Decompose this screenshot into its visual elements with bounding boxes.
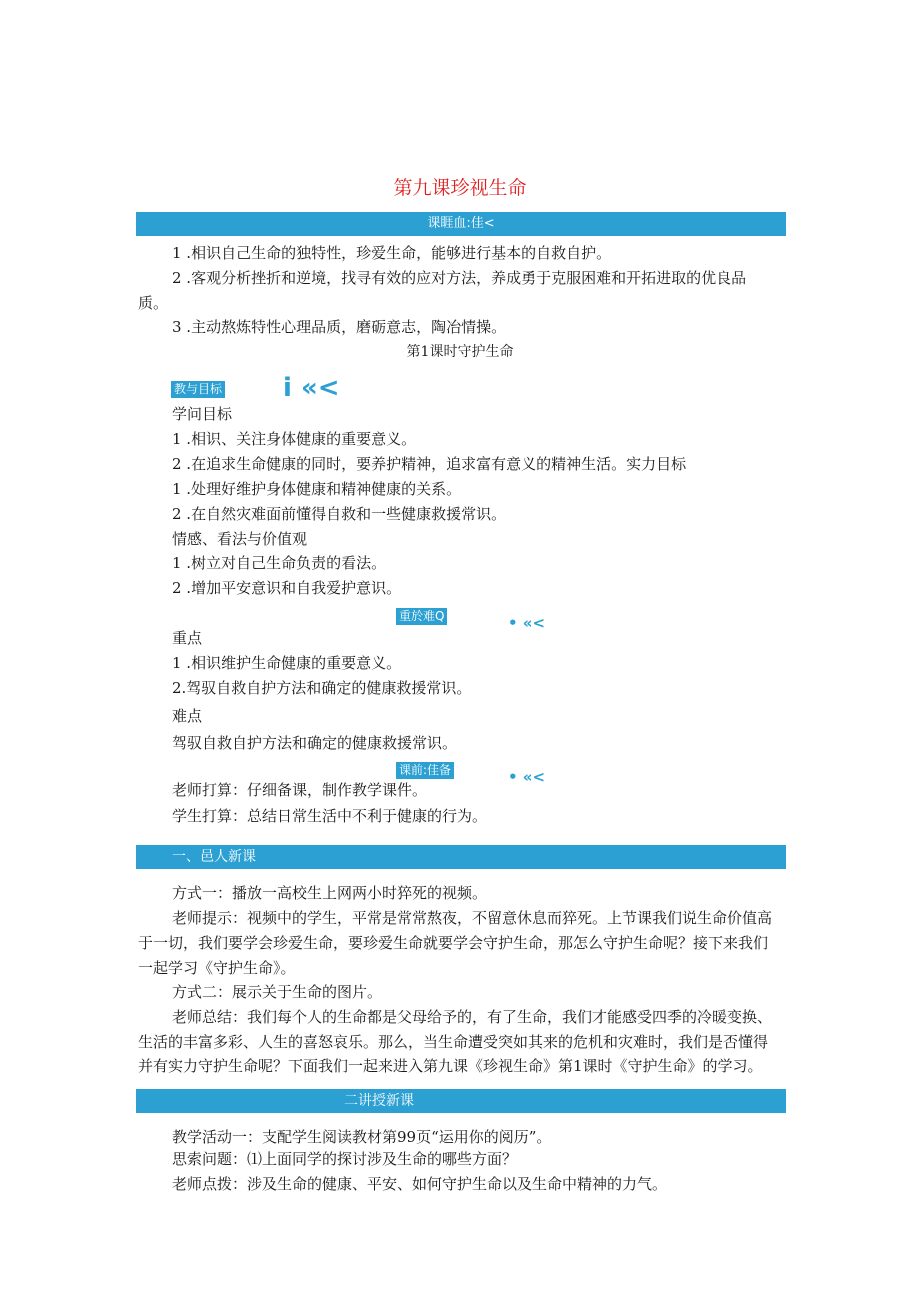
- goal-item: 3 .主动熬炼特性心理品质，磨砺意志，陶冶情操。: [172, 318, 507, 336]
- prep-decoration: • «<: [508, 768, 546, 786]
- objectives-decoration: i «<: [283, 373, 340, 403]
- goal-item: 2 .客观分析挫折和逆境，找寻有效的应对方法，养成勇于克服困难和开拓进取的优良品: [172, 269, 747, 287]
- prep-line: 老师打算：仔细备课，制作教学课件。: [172, 781, 428, 799]
- page-title: 第九课珍视生命: [393, 177, 527, 199]
- intro-paragraph-line: 方式二：展示关于生命的图片。: [172, 983, 383, 1001]
- intro-paragraph-line: 老师总结：我们每个人的生命都是父母给予的，有了生命，我们才能感受四季的冷暖变换、: [172, 1008, 773, 1026]
- objective-line: 1 .处理好维护身体健康和精神健康的关系。: [172, 480, 462, 498]
- keypoints-tag: 重於难Q: [396, 608, 447, 625]
- keypoint-line: 难点: [172, 707, 203, 725]
- intro-paragraph-line: 生活的丰富多彩、人生的喜怒哀乐。那么，当生命遭受突如其来的危机和灾难时，我们是否懂得: [138, 1033, 769, 1051]
- objective-line: 情感、看法与价值观: [172, 530, 308, 548]
- keypoint-line: 2.驾驭自救自护方法和确定的健康救援常识。: [172, 679, 472, 697]
- teaching-line: 教学活动一：支配学生阅读教材第99页“运用你的阅历”。: [172, 1128, 552, 1146]
- objective-line: 2 .在自然灾难面前懂得自救和一些健康救援常识。: [172, 505, 507, 523]
- intro-paragraph-line: 方式一：播放一高校生上网两小时猝死的视频。: [172, 884, 488, 902]
- prep-line: 学生打算：总结日常生活中不利于健康的行为。: [172, 807, 488, 825]
- intro-paragraph-line: 老师提示：视频中的学生，平常是常常熬夜，不留意休息而猝死。上节课我们说生命价值高: [172, 909, 773, 927]
- section-teaching-bar: 二讲授新课: [136, 1089, 786, 1113]
- goals-header-bar: 课睚血:佳<: [136, 212, 786, 236]
- goal-item: 1 .相识自己生命的独特性，珍爱生命，能够进行基本的自救自护。: [172, 244, 612, 262]
- lesson-title: 第1课时守护生命: [406, 344, 514, 360]
- keypoint-line: 驾驭自救自护方法和确定的健康救援常识。: [172, 734, 458, 752]
- intro-paragraph-line: 并有实力守护生命呢？下面我们一起来进入第九课《珍视生命》第1课时《守护生命》的学习。: [138, 1057, 763, 1075]
- prep-tag: 课前:佳备: [396, 762, 454, 779]
- objective-line: 2 .在追求生命健康的同时，要养护精神，追求富有意义的精神生活。实力目标: [172, 455, 687, 473]
- objectives-tag: 教与目标: [171, 381, 225, 398]
- objective-line: 2 .增加平安意识和自我爱护意识。: [172, 579, 402, 597]
- intro-paragraph-line: 一起学习《守护生命》。: [138, 959, 296, 977]
- teaching-line: 老师点拨：涉及生命的健康、平安、如何守护生命以及生命中精神的力气。: [172, 1175, 668, 1193]
- keypoint-line: 1 .相识维护生命健康的重要意义。: [172, 654, 402, 672]
- goal-item: 质。: [138, 294, 169, 312]
- teaching-line: 思索问题：⑴上面同学的探讨涉及生命的哪些方面？: [172, 1150, 518, 1168]
- keypoint-line: 重点: [172, 629, 203, 647]
- intro-paragraph-line: 于一切，我们要学会珍爱生命，要珍爱生命就要学会守护生命，那怎么守护生命呢？接下来我们: [138, 934, 769, 952]
- keypoints-decoration: • «<: [508, 614, 546, 632]
- objective-line: 1 .树立对自己生命负责的看法。: [172, 554, 387, 572]
- section-intro-bar: 一、邑人新课: [136, 845, 786, 869]
- objective-line: 学问目标: [172, 405, 233, 423]
- objective-line: 1 .相识、关注身体健康的重要意义。: [172, 430, 417, 448]
